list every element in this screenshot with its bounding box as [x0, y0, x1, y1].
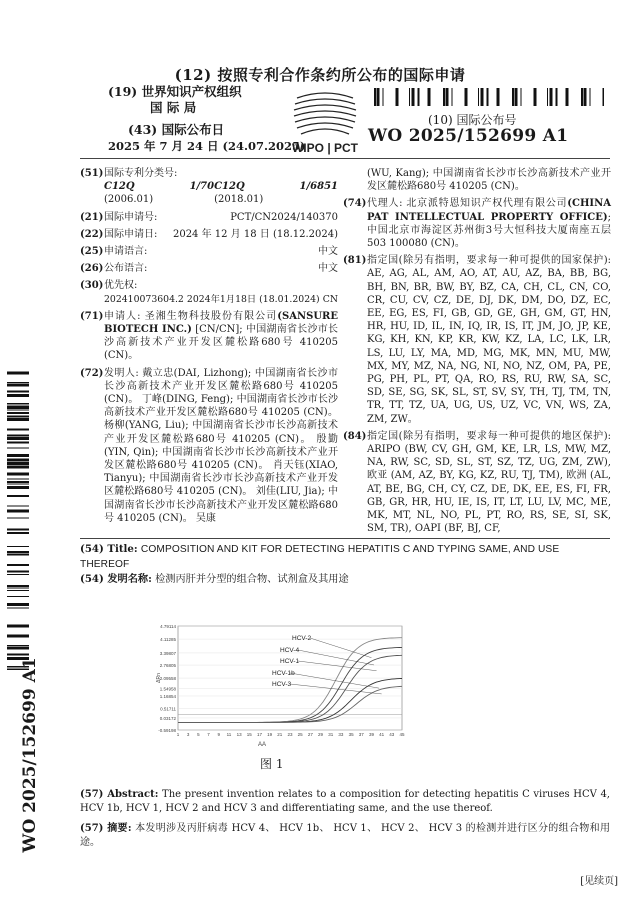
continued-note: [见续页] — [580, 876, 618, 887]
x-tick-label: 17 — [256, 732, 262, 737]
wipo-logo-icon — [285, 90, 365, 160]
field-21: (21) 国际申请号: PCT/CN2024/140370 — [80, 211, 338, 223]
x-tick-label: 41 — [379, 732, 385, 737]
series-label-hcv-1: HCV-1 — [280, 658, 300, 665]
leader-line — [298, 650, 374, 665]
y-tick-label: 4.11285 — [160, 637, 176, 643]
x-tick-label: 7 — [207, 732, 210, 737]
amplification-chart — [140, 618, 410, 753]
field-84: (84) 指定国(除另有指明，要求每一种可提供的地区保护): ARIPO (BW, CV, GH, GM, KE, LR, LS, MW, MZ, NA, RW, SC, SD, SL, ST, SZ, TZ, UG, ZM, ZW), 欧亚 (AM, AZ, BY, KG, KZ, RU, TJ, TM), 欧洲 (AL, AT, BE, BG, CH, CY, CZ, DE, DK, EE, ES, FI, FR, GB, GR, HR, HU, IE, IS, IT, LT, LU, LV, MC, ME, MK, MT, NL, NO, PL, PT, RO, RS, SE, SI, SK, SM, TR), OAPI (BF, BJ, CF, — [343, 430, 611, 535]
x-tick-label: 43 — [389, 732, 395, 737]
org-line1: (19) 世界知识产权组织 — [108, 84, 242, 99]
x-tick-label: 35 — [348, 732, 354, 737]
x-tick-label: 23 — [287, 732, 293, 737]
y-tick-label: 0.03172 — [159, 715, 176, 721]
barcode-top-icon — [368, 88, 604, 106]
side-pub-no: WO 2025/152699 A1 — [20, 657, 40, 853]
pub-no: WO 2025/152699 A1 — [368, 126, 569, 146]
field-72: (72) 发明人: 戴立忠(DAI, Lizhong); 中国湖南省长沙市长沙高新技术产业开发区麓松路680号 410205 (CN)。 丁峰(DING, Feng); 中国湖南省长沙市长沙高新技术产业开发区麓松路680号 410205 (CN)。 杨柳(YANG, Liu); 中国湖南省长沙市长沙高新技术产业开发区麓松路680号 410205 (CN)。 殷勤(YIN, Qin); 中国湖南省长沙市长沙高新技术产业开发区麓松路680号 410205 (CN)。 肖天钰(XIAO, Tianyu); 中国湖南省长沙市长沙高新技术产业开发区麓松路680号 410205 (CN)。 刘佳(LIU, Jia); 中国湖南省长沙市长沙高新技术产业开发区麓松路680号 410205 (CN)。 吴康 — [80, 367, 338, 524]
series-line-hcv-3 — [178, 686, 402, 722]
barcode-side-icon — [7, 370, 29, 670]
y-tick-label: 1.54958 — [159, 686, 176, 692]
field-74: (74) 代理人: 北京派特恩知识产权代理有限公司(CHINA PAT INTELLECTUAL PROPERTY OFFICE); 中国北京市海淀区苏州街3号大恒科技大厦南座五层503 100080 (CN)。 — [343, 198, 611, 250]
y-tick-label: 3.39807 — [159, 650, 176, 656]
x-tick-label: 33 — [338, 732, 344, 737]
right-column — [343, 167, 611, 539]
pub-date-label: (43) 国际公布日 — [128, 122, 225, 137]
title-zh: 检测丙肝并分型的组合物、试剂盒及其用途 — [155, 574, 349, 585]
y-tick-label: 4.79114 — [160, 624, 176, 629]
field-51: (51) 国际专利分类号: C12Q 1/70 (2006.01) C12Q 1/6851 (2018.01) — [80, 168, 338, 206]
series-label-hcv-1b: HCV-1b — [272, 670, 295, 677]
x-tick-label: 25 — [297, 732, 303, 737]
y-tick-label: 1.16854 — [159, 693, 176, 699]
wipo-logo-text: WIPO | PCT — [291, 141, 359, 155]
y-tick-label: 2.76805 — [159, 663, 176, 669]
field-25: (25) 申请语言: 中文 — [80, 246, 338, 258]
x-tick-label: 37 — [358, 732, 364, 737]
pub-date: 2025 年 7 月 24 日 (24.07.2025) — [108, 139, 306, 153]
field-22: (22) 国际申请日: 2024 年 12 月 18 日 (18.12.2024) — [80, 228, 338, 240]
invention-titles: (54) Title: COMPOSITION AND KIT FOR DETECTING HEPATITIS C AND TYPING SAME, AND USE THEREOF (54) 发明名称: 检测丙肝并分型的组合物、试剂盒及其用途 — [80, 543, 560, 585]
header-divider — [80, 158, 610, 159]
title-en: COMPOSITION AND KIT FOR DETECTING HEPATITIS C AND TYPING SAME, AND USE THEREOF — [80, 544, 560, 570]
title-divider — [80, 538, 610, 539]
field-30: (30) 优先权: 202410073604.2 2024年1月18日 (18.01.2024) CN — [80, 280, 338, 305]
x-tick-label: 3 — [186, 732, 190, 737]
x-tick-label: 39 — [368, 732, 374, 737]
field-72-cont: (WU, Kang); 中国湖南省长沙市长沙高新技术产业开发区麓松路680号 410205 (CN)。 — [367, 168, 611, 193]
figure-caption: 图 1 — [260, 757, 284, 771]
field-26: (26) 公布语言: 中文 — [80, 263, 338, 275]
y-tick-label: 2.09558 — [159, 676, 176, 682]
leader-line — [290, 673, 379, 688]
x-tick-label: 29 — [318, 732, 324, 737]
x-tick-label: 21 — [277, 732, 283, 737]
x-tick-label: 11 — [226, 732, 232, 737]
series-label-hcv-2: HCV-2 — [292, 635, 312, 642]
x-tick-label: 27 — [307, 732, 313, 737]
abstract-zh: (57) 摘要: 本发明涉及丙肝病毒 HCV 4、 HCV 1b、 HCV 1、 HCV 2、 HCV 3 的检测并进行区分的组合物和用途。 — [80, 823, 610, 848]
x-tick-label: 9 — [217, 732, 220, 737]
x-tick-label: 1 — [176, 732, 180, 737]
header-right — [368, 112, 608, 144]
x-tick-label: 15 — [246, 732, 252, 737]
x-tick-label: 13 — [236, 732, 242, 737]
x-tick-label: 5 — [197, 732, 200, 737]
x-tick-label: 31 — [328, 732, 334, 737]
series-line-hcv-1 — [178, 655, 402, 722]
field-71: (71) 申请人: 圣湘生物科技股份有限公司(SANSURE BIOTECH INC.) [CN/CN]; 中国湖南省长沙市长沙高新技术产业开发区麓松路680号 410205 (CN)。 — [80, 310, 339, 362]
x-tick-label: 45 — [399, 732, 405, 737]
org-line2: 国 际 局 — [150, 100, 197, 115]
series-label-hcv-4: HCV-4 — [280, 647, 300, 654]
x-tick-label: 19 — [267, 732, 273, 737]
y-tick-label: -0.59198 — [158, 728, 176, 733]
pub-no-label: (10) 国际公布号 — [428, 113, 517, 127]
x-axis-label: AA — [258, 742, 267, 748]
abstract-en: (57) Abstract: The present invention relates to a composition for detecting hepatitis C viruses HCV 4, HCV 1b, HCV 1, HCV 2 and HCV 3 and differentiating same, and the use thereof. — [80, 789, 610, 814]
field-81: (81) 指定国(除另有指明，要求每一种可提供的国家保护): AE, AG, AL, AM, AO, AT, AU, AZ, BA, BB, BG, BH, BN, BR, BW, BY, BZ, CA, CH, CL, CN, CO, CR, CU, CV, CZ, DE, DJ, DK, DM, DO, DZ, EC, EE, EG, ES, FI, GB, GD, GE, GH, GM, GT, HN, HR, HU, ID, IL, IN, IQ, IR, IS, IT, JM, JO, JP, KE, KG, KH, KN, KP, KR, KW, KZ, LA, LC, LK, LR, LS, LU, LY, MA, MD, MG, MK, MN, MU, MW, MX, MY, MZ, NA, NG, NI, NO, NZ, OM, PA, PE, PG, PH, PL, PT, QA, RO, RS, RU, RW, SA, SC, SD, SE, SG, SK, SL, ST, SV, SY, TH, TJ, TM, TN, TR, TT, TZ, UA, UG, US, UZ, VC, VN, WS, ZA, ZM, ZW。 — [343, 255, 611, 425]
header-left — [108, 84, 308, 154]
series-label-hcv-3: HCV-3 — [272, 681, 292, 688]
y-tick-label: 0.51711 — [160, 706, 176, 712]
y-axis-label: ΔRn — [156, 673, 162, 683]
leader-line — [310, 638, 371, 658]
left-column — [80, 167, 338, 529]
document-title: (12) 按照专利合作条约所公布的国际申请 — [174, 66, 466, 84]
